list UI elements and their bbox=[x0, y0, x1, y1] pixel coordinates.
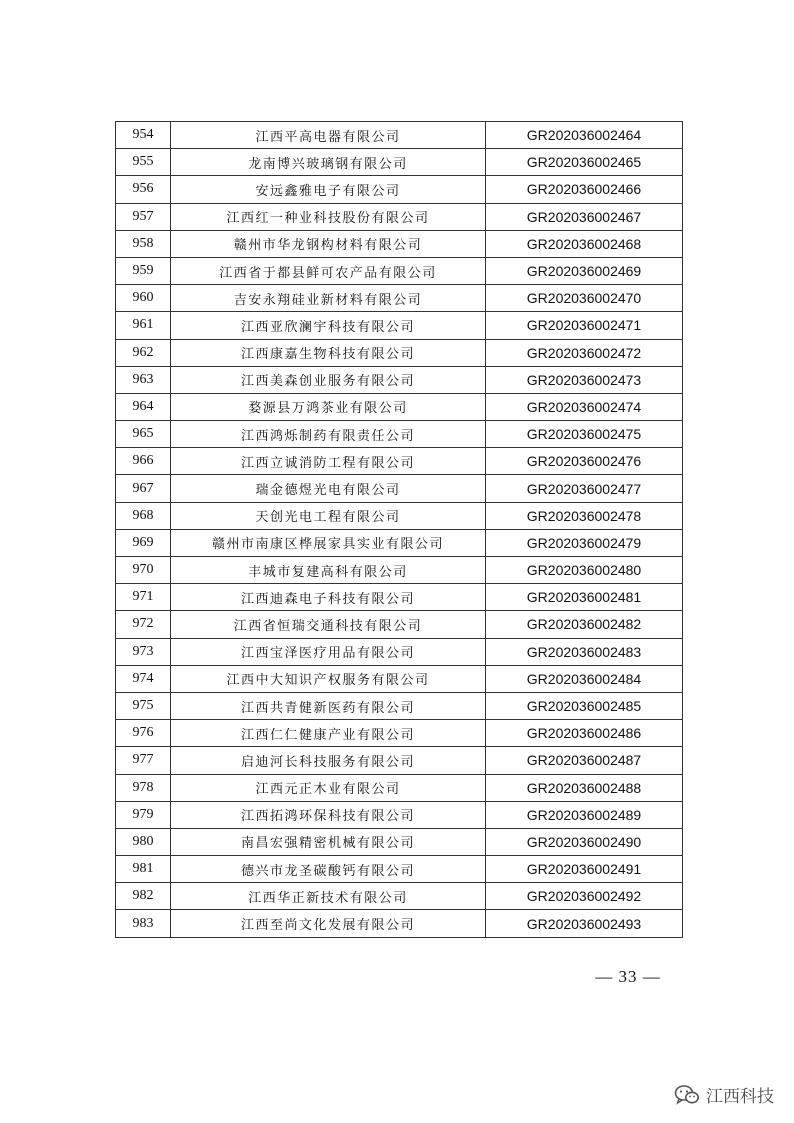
certificate-code: GR202036002465 bbox=[486, 149, 683, 176]
company-name: 龙南博兴玻璃钢有限公司 bbox=[171, 149, 486, 176]
row-number: 954 bbox=[116, 122, 171, 149]
company-name: 江西至尚文化发展有限公司 bbox=[171, 910, 486, 937]
row-number: 980 bbox=[116, 828, 171, 855]
company-name: 江西省恒瑞交通科技有限公司 bbox=[171, 611, 486, 638]
company-name: 江西鸿烁制药有限责任公司 bbox=[171, 421, 486, 448]
certificate-code: GR202036002471 bbox=[486, 312, 683, 339]
company-name: 南昌宏强精密机械有限公司 bbox=[171, 828, 486, 855]
row-number: 968 bbox=[116, 502, 171, 529]
table-row bbox=[116, 122, 683, 149]
table-row bbox=[116, 312, 683, 339]
certificate-code: GR202036002475 bbox=[486, 421, 683, 448]
certificate-code: GR202036002473 bbox=[486, 366, 683, 393]
company-name: 江西拓鸿环保科技有限公司 bbox=[171, 801, 486, 828]
certificate-code: GR202036002472 bbox=[486, 339, 683, 366]
table-row bbox=[116, 910, 683, 937]
certificate-code: GR202036002469 bbox=[486, 257, 683, 284]
table-row bbox=[116, 285, 683, 312]
row-number: 971 bbox=[116, 584, 171, 611]
row-number: 962 bbox=[116, 339, 171, 366]
table-row bbox=[116, 638, 683, 665]
watermark-text: 江西科技 bbox=[706, 1087, 774, 1107]
row-number: 966 bbox=[116, 448, 171, 475]
table-row bbox=[116, 883, 683, 910]
wechat-icon bbox=[674, 1084, 700, 1106]
row-number: 975 bbox=[116, 692, 171, 719]
row-number: 976 bbox=[116, 720, 171, 747]
certificate-code: GR202036002481 bbox=[486, 584, 683, 611]
certificate-code: GR202036002482 bbox=[486, 611, 683, 638]
certificate-code: GR202036002476 bbox=[486, 448, 683, 475]
table-row bbox=[116, 257, 683, 284]
company-name: 赣州市华龙钢构材料有限公司 bbox=[171, 230, 486, 257]
certificate-code: GR202036002489 bbox=[486, 801, 683, 828]
table-row bbox=[116, 502, 683, 529]
certificate-code: GR202036002485 bbox=[486, 692, 683, 719]
table-row bbox=[116, 448, 683, 475]
row-number: 974 bbox=[116, 665, 171, 692]
table-row bbox=[116, 828, 683, 855]
page-number: — 33 — bbox=[595, 967, 661, 986]
certificate-code: GR202036002487 bbox=[486, 747, 683, 774]
certificate-code: GR202036002477 bbox=[486, 475, 683, 502]
company-name: 江西元正木业有限公司 bbox=[171, 774, 486, 801]
certificate-code: GR202036002490 bbox=[486, 828, 683, 855]
company-name: 江西亚欣澜宇科技有限公司 bbox=[171, 312, 486, 339]
table-row bbox=[116, 584, 683, 611]
company-name: 丰城市复建高科有限公司 bbox=[171, 557, 486, 584]
table-row bbox=[116, 393, 683, 420]
table-row bbox=[116, 421, 683, 448]
certificate-code: GR202036002492 bbox=[486, 883, 683, 910]
table-row bbox=[116, 747, 683, 774]
table-row bbox=[116, 856, 683, 883]
row-number: 957 bbox=[116, 203, 171, 230]
company-name: 江西共青健新医药有限公司 bbox=[171, 692, 486, 719]
certificate-code: GR202036002464 bbox=[486, 122, 683, 149]
table-row bbox=[116, 366, 683, 393]
table-row bbox=[116, 665, 683, 692]
certificate-code: GR202036002474 bbox=[486, 393, 683, 420]
table-row bbox=[116, 176, 683, 203]
certificate-code: GR202036002479 bbox=[486, 529, 683, 556]
company-name: 吉安永翔硅业新材料有限公司 bbox=[171, 285, 486, 312]
table-row bbox=[116, 774, 683, 801]
company-name: 江西华正新技术有限公司 bbox=[171, 883, 486, 910]
row-number: 960 bbox=[116, 285, 171, 312]
row-number: 972 bbox=[116, 611, 171, 638]
row-number: 955 bbox=[116, 149, 171, 176]
company-name: 启迪河长科技服务有限公司 bbox=[171, 747, 486, 774]
company-table-body bbox=[116, 122, 683, 938]
table-row bbox=[116, 529, 683, 556]
company-name: 赣州市南康区桦展家具实业有限公司 bbox=[171, 529, 486, 556]
company-name: 江西省于都县鲜可农产品有限公司 bbox=[171, 257, 486, 284]
certificate-code: GR202036002486 bbox=[486, 720, 683, 747]
certificate-code: GR202036002488 bbox=[486, 774, 683, 801]
company-table bbox=[115, 121, 683, 938]
company-name: 安远鑫雅电子有限公司 bbox=[171, 176, 486, 203]
company-name: 江西中大知识产权服务有限公司 bbox=[171, 665, 486, 692]
certificate-code: GR202036002467 bbox=[486, 203, 683, 230]
certificate-code: GR202036002470 bbox=[486, 285, 683, 312]
company-name: 天创光电工程有限公司 bbox=[171, 502, 486, 529]
company-name: 江西仁仁健康产业有限公司 bbox=[171, 720, 486, 747]
company-name: 江西红一种业科技股份有限公司 bbox=[171, 203, 486, 230]
company-name: 江西立诚消防工程有限公司 bbox=[171, 448, 486, 475]
table-row bbox=[116, 720, 683, 747]
row-number: 970 bbox=[116, 557, 171, 584]
row-number: 956 bbox=[116, 176, 171, 203]
row-number: 967 bbox=[116, 475, 171, 502]
table-row bbox=[116, 230, 683, 257]
company-name: 江西康嘉生物科技有限公司 bbox=[171, 339, 486, 366]
row-number: 963 bbox=[116, 366, 171, 393]
certificate-code: GR202036002466 bbox=[486, 176, 683, 203]
row-number: 958 bbox=[116, 230, 171, 257]
certificate-code: GR202036002468 bbox=[486, 230, 683, 257]
row-number: 969 bbox=[116, 529, 171, 556]
certificate-code: GR202036002484 bbox=[486, 665, 683, 692]
table-row bbox=[116, 203, 683, 230]
company-name: 婺源县万鸿茶业有限公司 bbox=[171, 393, 486, 420]
row-number: 977 bbox=[116, 747, 171, 774]
row-number: 964 bbox=[116, 393, 171, 420]
row-number: 965 bbox=[116, 421, 171, 448]
row-number: 982 bbox=[116, 883, 171, 910]
certificate-code: GR202036002493 bbox=[486, 910, 683, 937]
certificate-code: GR202036002478 bbox=[486, 502, 683, 529]
row-number: 983 bbox=[116, 910, 171, 937]
table-row bbox=[116, 557, 683, 584]
company-name: 江西迪森电子科技有限公司 bbox=[171, 584, 486, 611]
certificate-code: GR202036002480 bbox=[486, 557, 683, 584]
row-number: 959 bbox=[116, 257, 171, 284]
certificate-code: GR202036002483 bbox=[486, 638, 683, 665]
table-row bbox=[116, 801, 683, 828]
table-row bbox=[116, 611, 683, 638]
certificate-code: GR202036002491 bbox=[486, 856, 683, 883]
company-name: 江西宝泽医疗用品有限公司 bbox=[171, 638, 486, 665]
row-number: 978 bbox=[116, 774, 171, 801]
row-number: 961 bbox=[116, 312, 171, 339]
row-number: 973 bbox=[116, 638, 171, 665]
row-number: 979 bbox=[116, 801, 171, 828]
table-row bbox=[116, 475, 683, 502]
row-number: 981 bbox=[116, 856, 171, 883]
company-name: 江西美森创业服务有限公司 bbox=[171, 366, 486, 393]
table-row bbox=[116, 339, 683, 366]
company-name: 德兴市龙圣碳酸钙有限公司 bbox=[171, 856, 486, 883]
company-name: 江西平高电器有限公司 bbox=[171, 122, 486, 149]
watermark bbox=[674, 1082, 774, 1107]
table-row bbox=[116, 149, 683, 176]
table-row bbox=[116, 692, 683, 719]
company-name: 瑞金德煜光电有限公司 bbox=[171, 475, 486, 502]
